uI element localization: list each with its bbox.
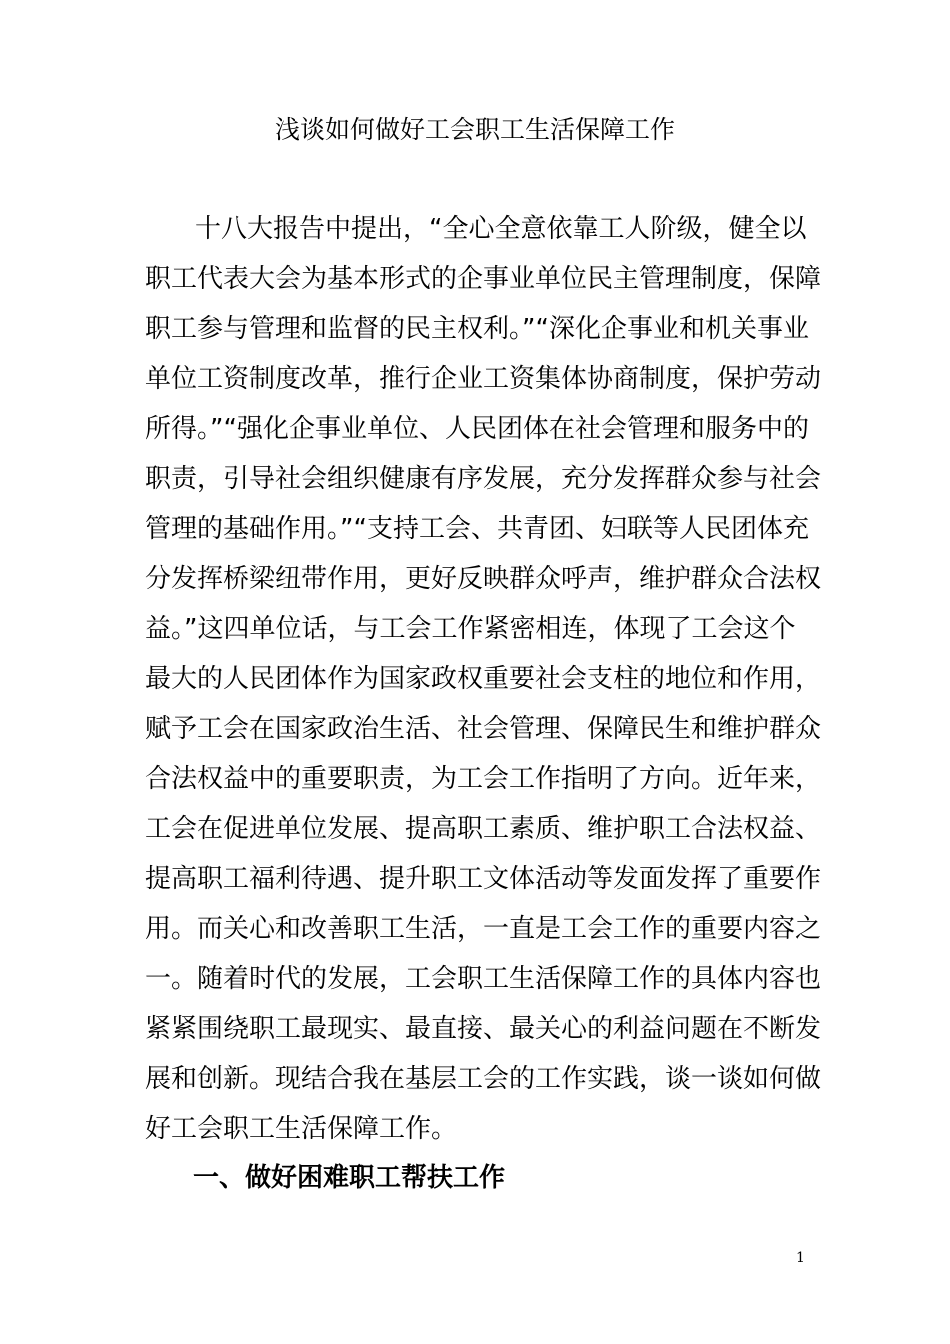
page-number: 1: [796, 1250, 805, 1266]
paragraph-line: 分发挥桥梁纽带作用，更好反映群众呼声，维护群众合法权: [145, 564, 822, 594]
paragraph-line: 合法权益中的重要职责，为工会工作指明了方向。近年来，: [145, 764, 822, 794]
paragraph-line: 单位工资制度改革，推行企业工资集体协商制度，保护劳动: [145, 364, 822, 394]
section-heading: 一、做好困难职工帮扶工作: [193, 1163, 506, 1193]
paragraph-line: 职工参与管理和监督的民主权利。”“深化企事业和机关事业: [145, 314, 809, 344]
paragraph-line: 紧紧围绕职工最现实、最直接、最关心的利益问题在不断发: [145, 1014, 822, 1044]
paragraph-line: 一。随着时代的发展，工会职工生活保障工作的具体内容也: [145, 964, 822, 994]
paragraph-line: 赋予工会在国家政治生活、社会管理、保障民生和维护群众: [145, 714, 822, 744]
paragraph-line: 管理的基础作用。”“支持工会、共青团、妇联等人民团体充: [145, 514, 809, 544]
document-title: 浅谈如何做好工会职工生活保障工作: [274, 115, 675, 144]
paragraph-line: 展和创新。现结合我在基层工会的工作实践，谈一谈如何做: [145, 1064, 822, 1094]
paragraph-line: 十八大报告中提出，“全心全意依靠工人阶级，健全以: [195, 214, 807, 244]
paragraph-line: 益。”这四单位话，与工会工作紧密相连，体现了工会这个: [145, 614, 796, 644]
paragraph-line: 所得。”“强化企事业单位、人民团体在社会管理和服务中的: [145, 414, 809, 444]
paragraph-line: 职工代表大会为基本形式的企事业单位民主管理制度，保障: [145, 264, 822, 294]
paragraph-line: 工会在促进单位发展、提高职工素质、维护职工合法权益、: [145, 814, 822, 844]
paragraph-line: 用。而关心和改善职工生活，一直是工会工作的重要内容之: [145, 914, 822, 944]
paragraph-line: 最大的人民团体作为国家政权重要社会支柱的地位和作用，: [145, 664, 822, 694]
paragraph-line: 提高职工福利待遇、提升职工文体活动等发面发挥了重要作: [145, 864, 822, 894]
paragraph-line: 职责，引导社会组织健康有序发展，充分发挥群众参与社会: [145, 464, 822, 494]
paragraph-line: 好工会职工生活保障工作。: [145, 1114, 458, 1144]
